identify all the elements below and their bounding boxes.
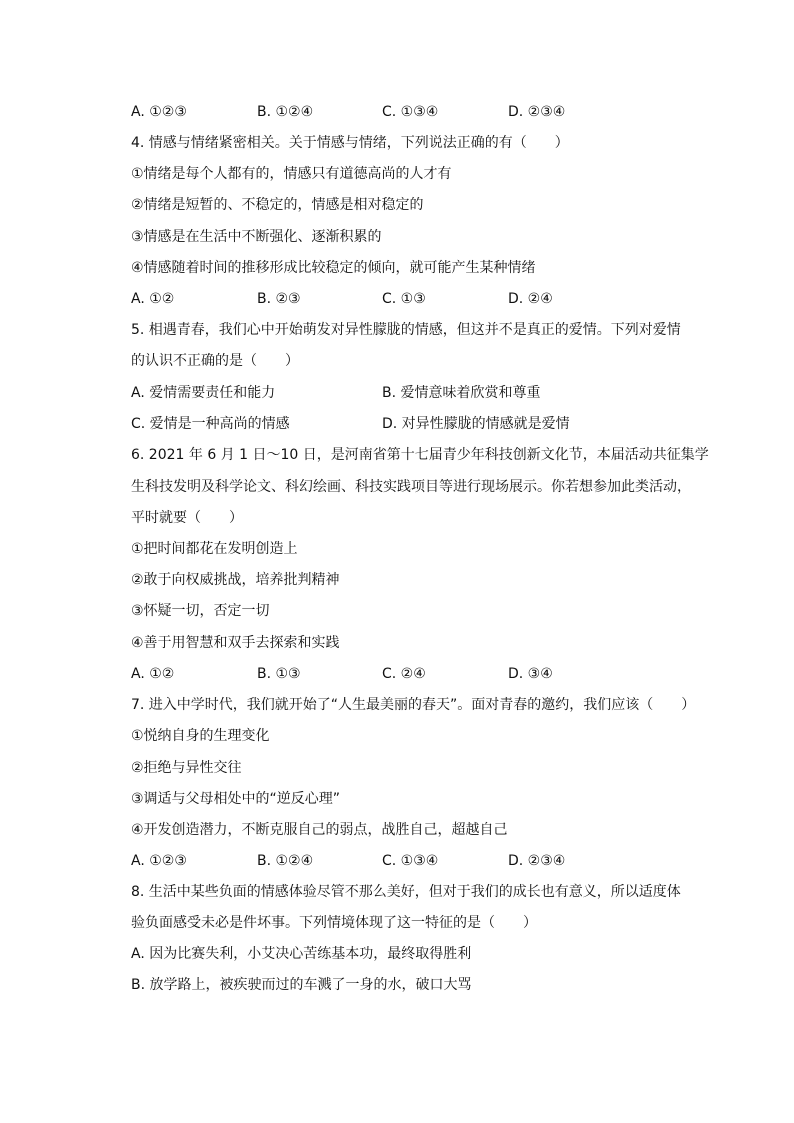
q6-stem-line-1: 6. 2021 年 6 月 1 日～10 日，是河南省第十七届青少年科技创新文化节，本届活动共征集学	[131, 447, 709, 463]
q5-option-d: D. 对异性朦胧的情感就是爱情	[382, 416, 570, 432]
q7-statement-4: ④开发创造潜力，不断克服自己的弱点，战胜自己，超越自己	[131, 822, 508, 838]
q3-option-c: C. ①③④	[382, 104, 439, 120]
q4-option-b: B. ②③	[257, 291, 301, 307]
q3-option-b: B. ①②④	[257, 104, 314, 120]
q6-stem-line-3: 平时就要（ ）	[131, 510, 243, 526]
q6-statement-4: ④善于用智慧和双手去探索和实践	[131, 635, 340, 651]
q4-stem: 4. 情感与情绪紧密相关。关于情感与情绪，下列说法正确的有（ ）	[131, 135, 569, 151]
q4-option-a: A. ①②	[131, 291, 175, 307]
q8-option-b: B. 放学路上，被疾驶而过的车溅了一身的水，破口大骂	[131, 977, 472, 993]
q5-stem-line-2: 的认识不正确的是（ ）	[131, 353, 299, 369]
q4-option-c: C. ①③	[382, 291, 426, 307]
q7-option-c: C. ①③④	[382, 853, 439, 869]
q6-option-d: D. ③④	[508, 666, 553, 682]
q3-option-a: A. ①②③	[131, 104, 187, 120]
q4-statement-4: ④情感随着时间的推移形成比较稳定的倾向，就可能产生某种情绪	[131, 260, 536, 276]
q5-option-c: C. 爱情是一种高尚的情感	[131, 416, 290, 432]
q5-option-b: B. 爱情意味着欣赏和尊重	[382, 385, 541, 401]
q6-stem-line-2: 生科技发明及科学论文、科幻绘画、科技实践项目等进行现场展示。你若想参加此类活动，	[131, 479, 691, 495]
q3-option-d: D. ②③④	[508, 104, 566, 120]
q7-statement-2: ②拒绝与异性交往	[131, 760, 242, 776]
q6-statement-2: ②敢于向权威挑战，培养批判精神	[131, 572, 340, 588]
q7-statement-3: ③调适与父母相处中的“逆反心理”	[131, 791, 341, 807]
q6-statement-3: ③怀疑一切，否定一切	[131, 603, 270, 619]
q6-option-b: B. ①③	[257, 666, 301, 682]
q6-statement-1: ①把时间都花在发明创造上	[131, 541, 298, 557]
q7-option-b: B. ①②④	[257, 853, 314, 869]
q4-statement-2: ②情绪是短暂的、不稳定的，情感是相对稳定的	[131, 197, 424, 213]
q8-option-a: A. 因为比赛失利，小艾决心苦练基本功，最终取得胜利	[131, 946, 472, 962]
q6-option-a: A. ①②	[131, 666, 175, 682]
q4-statement-3: ③情感是在生活中不断强化、逐渐积累的	[131, 229, 382, 245]
q8-stem-line-1: 8. 生活中某些负面的情感体验尽管不那么美好，但对于我们的成长也有意义，所以适度体	[131, 884, 681, 900]
q7-option-d: D. ②③④	[508, 853, 566, 869]
q7-stem: 7. 进入中学时代，我们就开始了“人生最美丽的春天”。面对青春的邀约，我们应该（ ）	[131, 697, 696, 713]
q4-statement-1: ①情绪是每个人都有的，情感只有道德高尚的人才有	[131, 166, 452, 182]
q8-stem-line-2: 验负面感受未必是件坏事。下列情境体现了这一特征的是（ ）	[131, 915, 537, 931]
q7-statement-1: ①悦纳自身的生理变化	[131, 728, 270, 744]
q7-option-a: A. ①②③	[131, 853, 187, 869]
q4-option-d: D. ②④	[508, 291, 553, 307]
q5-option-a: A. 爱情需要责任和能力	[131, 385, 276, 401]
q6-option-c: C. ②④	[382, 666, 426, 682]
q5-stem-line-1: 5. 相遇青春，我们心中开始萌发对异性朦胧的情感，但这并不是真正的爱情。下列对爱情	[131, 322, 681, 338]
